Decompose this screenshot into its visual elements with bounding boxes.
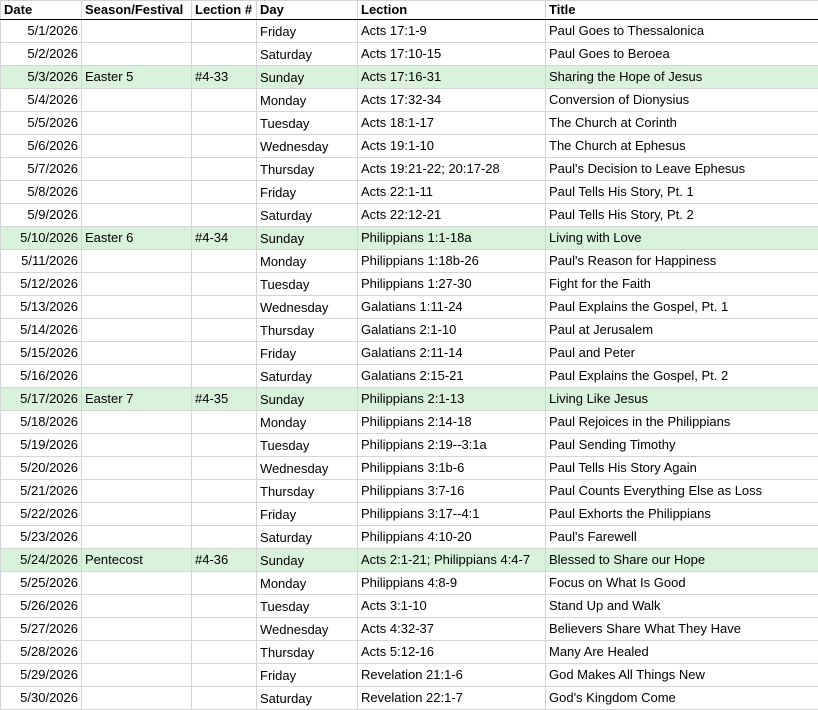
cell-day[interactable]: Tuesday (257, 434, 358, 457)
sheet-body (1, 20, 818, 710)
cell-season[interactable] (82, 457, 192, 480)
table-row (1, 181, 818, 204)
cell-title[interactable]: God Makes All Things New (546, 664, 818, 687)
table-row (1, 319, 818, 342)
cell-season[interactable] (82, 296, 192, 319)
cell-lection[interactable]: Philippians 4:8-9 (358, 572, 546, 595)
table-row (1, 411, 818, 434)
cell-lection[interactable]: Acts 17:1-9 (358, 20, 546, 43)
cell-lection[interactable]: Philippians 1:1-18a (358, 227, 546, 250)
table-row (1, 296, 818, 319)
cell-date[interactable]: 5/1/2026 (1, 20, 82, 43)
cell-lection-number[interactable] (192, 457, 257, 480)
cell-lection-number[interactable]: #4-34 (192, 227, 257, 250)
cell-day[interactable]: Sunday (257, 388, 358, 411)
cell-date[interactable]: 5/4/2026 (1, 89, 82, 112)
table-row (1, 20, 818, 43)
cell-title[interactable]: Paul Counts Everything Else as Loss (546, 480, 818, 503)
cell-season[interactable] (82, 20, 192, 43)
cell-lection[interactable]: Acts 22:1-11 (358, 181, 546, 204)
cell-date[interactable]: 5/3/2026 (1, 66, 82, 89)
cell-lection-number[interactable] (192, 664, 257, 687)
cell-title[interactable]: Paul Goes to Beroea (546, 43, 818, 66)
cell-date[interactable]: 5/8/2026 (1, 181, 82, 204)
cell-title[interactable]: Fight for the Faith (546, 273, 818, 296)
cell-date[interactable]: 5/27/2026 (1, 618, 82, 641)
table-row (1, 158, 818, 181)
table-row (1, 112, 818, 135)
cell-title[interactable]: Paul's Decision to Leave Ephesus (546, 158, 818, 181)
cell-lection-number[interactable] (192, 687, 257, 710)
cell-season[interactable] (82, 411, 192, 434)
table-row (1, 595, 818, 618)
cell-date[interactable]: 5/10/2026 (1, 227, 82, 250)
cell-title[interactable]: Living Like Jesus (546, 388, 818, 411)
table-row (1, 572, 818, 595)
cell-title[interactable]: Paul Tells His Story, Pt. 2 (546, 204, 818, 227)
cell-lection-number[interactable]: #4-36 (192, 549, 257, 572)
cell-date[interactable]: 5/26/2026 (1, 595, 82, 618)
cell-lection[interactable]: Philippians 2:1-13 (358, 388, 546, 411)
cell-lection-number[interactable] (192, 158, 257, 181)
table-row (1, 250, 818, 273)
cell-lection-number[interactable] (192, 503, 257, 526)
cell-title[interactable]: The Church at Corinth (546, 112, 818, 135)
cell-lection[interactable]: Philippians 2:14-18 (358, 411, 546, 434)
table-row (1, 66, 818, 89)
cell-day[interactable]: Sunday (257, 227, 358, 250)
cell-title[interactable]: Paul's Reason for Happiness (546, 250, 818, 273)
cell-day[interactable]: Saturday (257, 204, 358, 227)
cell-date[interactable]: 5/13/2026 (1, 296, 82, 319)
cell-date[interactable]: 5/7/2026 (1, 158, 82, 181)
cell-date[interactable]: 5/25/2026 (1, 572, 82, 595)
cell-day[interactable]: Wednesday (257, 618, 358, 641)
cell-date[interactable]: 5/23/2026 (1, 526, 82, 549)
cell-season[interactable] (82, 250, 192, 273)
cell-day[interactable]: Thursday (257, 480, 358, 503)
cell-lection-number[interactable] (192, 342, 257, 365)
cell-date[interactable]: 5/6/2026 (1, 135, 82, 158)
header-lection-number[interactable]: Lection # (192, 1, 257, 20)
table-row (1, 227, 818, 250)
cell-title[interactable]: Many Are Healed (546, 641, 818, 664)
cell-season[interactable] (82, 319, 192, 342)
table-row (1, 365, 818, 388)
cell-season[interactable]: Easter 7 (82, 388, 192, 411)
cell-lection-number[interactable] (192, 135, 257, 158)
table-row (1, 503, 818, 526)
table-row (1, 342, 818, 365)
cell-title[interactable]: Paul at Jerusalem (546, 319, 818, 342)
cell-lection-number[interactable] (192, 20, 257, 43)
cell-title[interactable]: Paul's Farewell (546, 526, 818, 549)
cell-lection-number[interactable] (192, 319, 257, 342)
cell-season[interactable] (82, 526, 192, 549)
cell-day[interactable]: Friday (257, 20, 358, 43)
cell-lection[interactable]: Acts 4:32-37 (358, 618, 546, 641)
cell-lection[interactable]: Acts 17:16-31 (358, 66, 546, 89)
cell-day[interactable]: Monday (257, 89, 358, 112)
cell-lection[interactable]: Acts 19:1-10 (358, 135, 546, 158)
cell-day[interactable]: Saturday (257, 365, 358, 388)
cell-lection-number[interactable] (192, 365, 257, 388)
cell-lection[interactable]: Galatians 2:15-21 (358, 365, 546, 388)
cell-lection-number[interactable] (192, 618, 257, 641)
cell-date[interactable]: 5/24/2026 (1, 549, 82, 572)
cell-lection-number[interactable] (192, 296, 257, 319)
cell-season[interactable] (82, 273, 192, 296)
cell-title[interactable]: Focus on What Is Good (546, 572, 818, 595)
cell-lection[interactable]: Galatians 2:1-10 (358, 319, 546, 342)
table-row (1, 43, 818, 66)
cell-lection[interactable]: Acts 18:1-17 (358, 112, 546, 135)
cell-season[interactable] (82, 572, 192, 595)
cell-date[interactable]: 5/16/2026 (1, 365, 82, 388)
cell-date[interactable]: 5/9/2026 (1, 204, 82, 227)
cell-season[interactable] (82, 365, 192, 388)
cell-day[interactable]: Tuesday (257, 112, 358, 135)
table-row (1, 687, 818, 710)
cell-lection-number[interactable] (192, 43, 257, 66)
cell-season[interactable] (82, 204, 192, 227)
cell-lection[interactable]: Acts 2:1-21; Philippians 4:4-7 (358, 549, 546, 572)
cell-season[interactable] (82, 43, 192, 66)
cell-lection[interactable]: Philippians 3:7-16 (358, 480, 546, 503)
cell-day[interactable]: Monday (257, 411, 358, 434)
cell-day[interactable]: Friday (257, 664, 358, 687)
cell-lection-number[interactable] (192, 480, 257, 503)
cell-date[interactable]: 5/2/2026 (1, 43, 82, 66)
cell-date[interactable]: 5/30/2026 (1, 687, 82, 710)
cell-day[interactable]: Friday (257, 181, 358, 204)
cell-date[interactable]: 5/12/2026 (1, 273, 82, 296)
cell-date[interactable]: 5/14/2026 (1, 319, 82, 342)
cell-lection[interactable]: Revelation 22:1-7 (358, 687, 546, 710)
cell-title[interactable]: Paul Explains the Gospel, Pt. 2 (546, 365, 818, 388)
cell-date[interactable]: 5/5/2026 (1, 112, 82, 135)
table-row (1, 480, 818, 503)
cell-title[interactable]: Paul Tells His Story, Pt. 1 (546, 181, 818, 204)
cell-date[interactable]: 5/15/2026 (1, 342, 82, 365)
cell-day[interactable]: Sunday (257, 549, 358, 572)
cell-lection-number[interactable] (192, 526, 257, 549)
cell-season[interactable] (82, 595, 192, 618)
cell-season[interactable] (82, 503, 192, 526)
cell-day[interactable]: Sunday (257, 66, 358, 89)
cell-day[interactable]: Saturday (257, 526, 358, 549)
cell-lection-number[interactable] (192, 595, 257, 618)
cell-title[interactable]: Blessed to Share our Hope (546, 549, 818, 572)
cell-date[interactable]: 5/11/2026 (1, 250, 82, 273)
table-row (1, 526, 818, 549)
cell-lection[interactable]: Philippians 3:1b-6 (358, 457, 546, 480)
cell-day[interactable]: Thursday (257, 158, 358, 181)
cell-date[interactable]: 5/22/2026 (1, 503, 82, 526)
header-title[interactable]: Title (546, 1, 818, 20)
cell-lection-number[interactable] (192, 434, 257, 457)
cell-lection[interactable]: Revelation 21:1-6 (358, 664, 546, 687)
cell-title[interactable]: Paul and Peter (546, 342, 818, 365)
cell-title[interactable]: Sharing the Hope of Jesus (546, 66, 818, 89)
table-row (1, 388, 818, 411)
cell-season[interactable]: Pentecost (82, 549, 192, 572)
cell-title[interactable]: Paul Goes to Thessalonica (546, 20, 818, 43)
cell-title[interactable]: Paul Sending Timothy (546, 434, 818, 457)
cell-lection-number[interactable]: #4-35 (192, 388, 257, 411)
cell-season[interactable] (82, 181, 192, 204)
cell-season[interactable] (82, 135, 192, 158)
cell-lection[interactable]: Acts 17:10-15 (358, 43, 546, 66)
cell-lection[interactable]: Galatians 1:11-24 (358, 296, 546, 319)
cell-season[interactable] (82, 434, 192, 457)
cell-season[interactable] (82, 641, 192, 664)
cell-day[interactable]: Friday (257, 342, 358, 365)
table-row (1, 618, 818, 641)
cell-lection-number[interactable]: #4-33 (192, 66, 257, 89)
cell-lection[interactable]: Philippians 1:27-30 (358, 273, 546, 296)
cell-day[interactable]: Tuesday (257, 273, 358, 296)
cell-season[interactable] (82, 112, 192, 135)
cell-day[interactable]: Thursday (257, 641, 358, 664)
cell-date[interactable]: 5/19/2026 (1, 434, 82, 457)
cell-season[interactable] (82, 158, 192, 181)
cell-title[interactable]: The Church at Ephesus (546, 135, 818, 158)
cell-title[interactable]: Stand Up and Walk (546, 595, 818, 618)
header-day[interactable]: Day (257, 1, 358, 20)
cell-title[interactable]: Paul Tells His Story Again (546, 457, 818, 480)
cell-day[interactable]: Saturday (257, 43, 358, 66)
table-row (1, 457, 818, 480)
cell-lection-number[interactable] (192, 250, 257, 273)
cell-day[interactable]: Monday (257, 250, 358, 273)
cell-season[interactable] (82, 664, 192, 687)
cell-date[interactable]: 5/21/2026 (1, 480, 82, 503)
cell-title[interactable]: Paul Rejoices in the Philippians (546, 411, 818, 434)
header-lection[interactable]: Lection (358, 1, 546, 20)
cell-lection[interactable]: Philippians 3:17--4:1 (358, 503, 546, 526)
cell-date[interactable]: 5/17/2026 (1, 388, 82, 411)
cell-season[interactable] (82, 89, 192, 112)
cell-lection[interactable]: Philippians 4:10-20 (358, 526, 546, 549)
cell-lection[interactable]: Philippians 1:18b-26 (358, 250, 546, 273)
cell-lection-number[interactable] (192, 204, 257, 227)
table-row (1, 273, 818, 296)
cell-season[interactable] (82, 687, 192, 710)
cell-date[interactable]: 5/20/2026 (1, 457, 82, 480)
table-row (1, 135, 818, 158)
cell-lection-number[interactable] (192, 89, 257, 112)
header-date[interactable]: Date (1, 1, 82, 20)
header-season[interactable]: Season/Festival (82, 1, 192, 20)
cell-day[interactable]: Wednesday (257, 457, 358, 480)
cell-season[interactable]: Easter 5 (82, 66, 192, 89)
table-row (1, 549, 818, 572)
table-row (1, 664, 818, 687)
cell-lection-number[interactable] (192, 273, 257, 296)
cell-day[interactable]: Tuesday (257, 595, 358, 618)
cell-day[interactable]: Wednesday (257, 296, 358, 319)
cell-season[interactable] (82, 342, 192, 365)
cell-lection[interactable]: Philippians 2:19--3:1a (358, 434, 546, 457)
table-row (1, 204, 818, 227)
cell-day[interactable]: Thursday (257, 319, 358, 342)
cell-title[interactable]: God's Kingdom Come (546, 687, 818, 710)
cell-date[interactable]: 5/29/2026 (1, 664, 82, 687)
cell-date[interactable]: 5/18/2026 (1, 411, 82, 434)
table-row (1, 89, 818, 112)
cell-title[interactable]: Paul Explains the Gospel, Pt. 1 (546, 296, 818, 319)
cell-title[interactable]: Conversion of Dionysius (546, 89, 818, 112)
cell-day[interactable]: Friday (257, 503, 358, 526)
cell-title[interactable]: Living with Love (546, 227, 818, 250)
cell-day[interactable]: Monday (257, 572, 358, 595)
cell-lection[interactable]: Acts 3:1-10 (358, 595, 546, 618)
cell-day[interactable]: Wednesday (257, 135, 358, 158)
cell-lection[interactable]: Acts 19:21-22; 20:17-28 (358, 158, 546, 181)
cell-lection[interactable]: Acts 22:12-21 (358, 204, 546, 227)
cell-lection-number[interactable] (192, 411, 257, 434)
cell-title[interactable]: Paul Exhorts the Philippians (546, 503, 818, 526)
cell-lection[interactable]: Acts 5:12-16 (358, 641, 546, 664)
cell-season[interactable]: Easter 6 (82, 227, 192, 250)
cell-season[interactable] (82, 618, 192, 641)
cell-lection-number[interactable] (192, 112, 257, 135)
cell-lection[interactable]: Acts 17:32-34 (358, 89, 546, 112)
header-row (1, 1, 818, 20)
cell-title[interactable]: Believers Share What They Have (546, 618, 818, 641)
cell-lection-number[interactable] (192, 181, 257, 204)
cell-date[interactable]: 5/28/2026 (1, 641, 82, 664)
cell-lection-number[interactable] (192, 641, 257, 664)
table-row (1, 434, 818, 457)
table-row (1, 641, 818, 664)
cell-lection-number[interactable] (192, 572, 257, 595)
cell-lection[interactable]: Galatians 2:11-14 (358, 342, 546, 365)
cell-season[interactable] (82, 480, 192, 503)
cell-day[interactable]: Saturday (257, 687, 358, 710)
